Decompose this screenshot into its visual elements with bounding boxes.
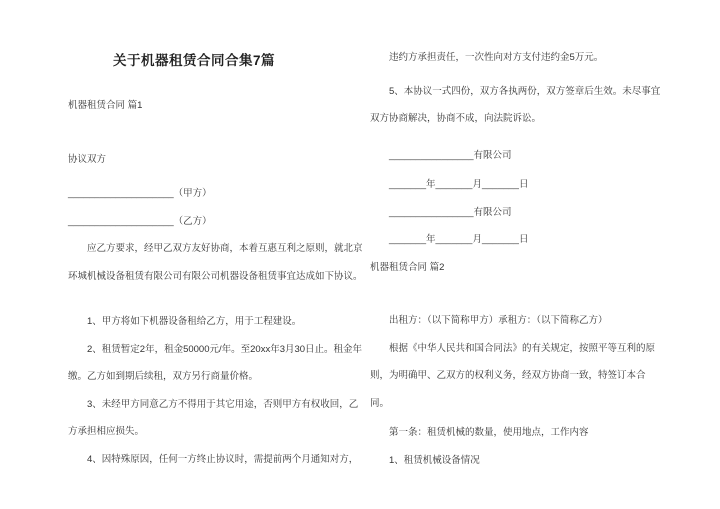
- clause-1: 1、甲方将如下机器设备租给乙方，用于工程建设。: [87, 316, 302, 327]
- section-2-parties-line: 出租方：（以下简称甲方）承租方：（以下简称乙方）: [389, 315, 608, 326]
- party-b-signature-line: ____________________（乙方）: [68, 215, 212, 227]
- clause-5: 5、本协议一式四份，双方各执两份，双方签章后生效。未尽事宜双方协商解决，协商不成，向法院诉讼。: [370, 85, 661, 124]
- signature-date-line-2: _______年_______月_______日: [389, 234, 529, 245]
- clause-4: 4、因特殊原因，任何一方终止协议时，需提前两个月通知对方，: [87, 453, 359, 465]
- intro-paragraph: 应乙方要求，经甲乙双方友好协商，本着互惠互利之原则，就北京环城机械设备租赁有限公司有限公司机器设备租赁事宜达成如下协议。: [68, 243, 363, 282]
- clause-4-continued: 违约方承担责任，一次性向对方支付违约金5万元。: [389, 52, 604, 63]
- clause-2: 2、租赁暂定2年，租金50000元/年。至20xx年3月30日止。租金年缴。乙方如到期后续租，双方另行商量价格。: [68, 343, 363, 382]
- article-1-heading: 第一条：租赁机械的数量，使用地点，工作内容: [389, 427, 589, 438]
- article-1-item-1: 1、租赁机械设备情况: [389, 454, 480, 466]
- section-2-preamble: 根据《中华人民共和国合同法》的有关规定，按照平等互利的原则，为明确甲、乙双方的权利义务，经双方协商一致，特签订本合同。: [370, 342, 656, 409]
- document-title: 关于机器租赁合同合集7篇: [113, 53, 276, 68]
- section-2-heading: 机器租赁合同 篇2: [370, 261, 445, 273]
- signature-date-line-1: _______年_______月_______日: [389, 179, 529, 190]
- section-1-heading: 机器租赁合同 篇1: [68, 100, 143, 111]
- parties-label: 协议双方: [68, 153, 107, 165]
- left-column: [68, 0, 364, 473]
- right-column: [370, 0, 662, 474]
- party-a-signature-line: ____________________（甲方）: [68, 188, 212, 199]
- signature-company-line-1: ________________有限公司: [389, 149, 512, 161]
- signature-company-line-2: ________________有限公司: [389, 206, 512, 218]
- clause-3: 3、未经甲方同意乙方不得用于其它用途，否则甲方有权收回，乙方承担相应损失。: [68, 398, 359, 437]
